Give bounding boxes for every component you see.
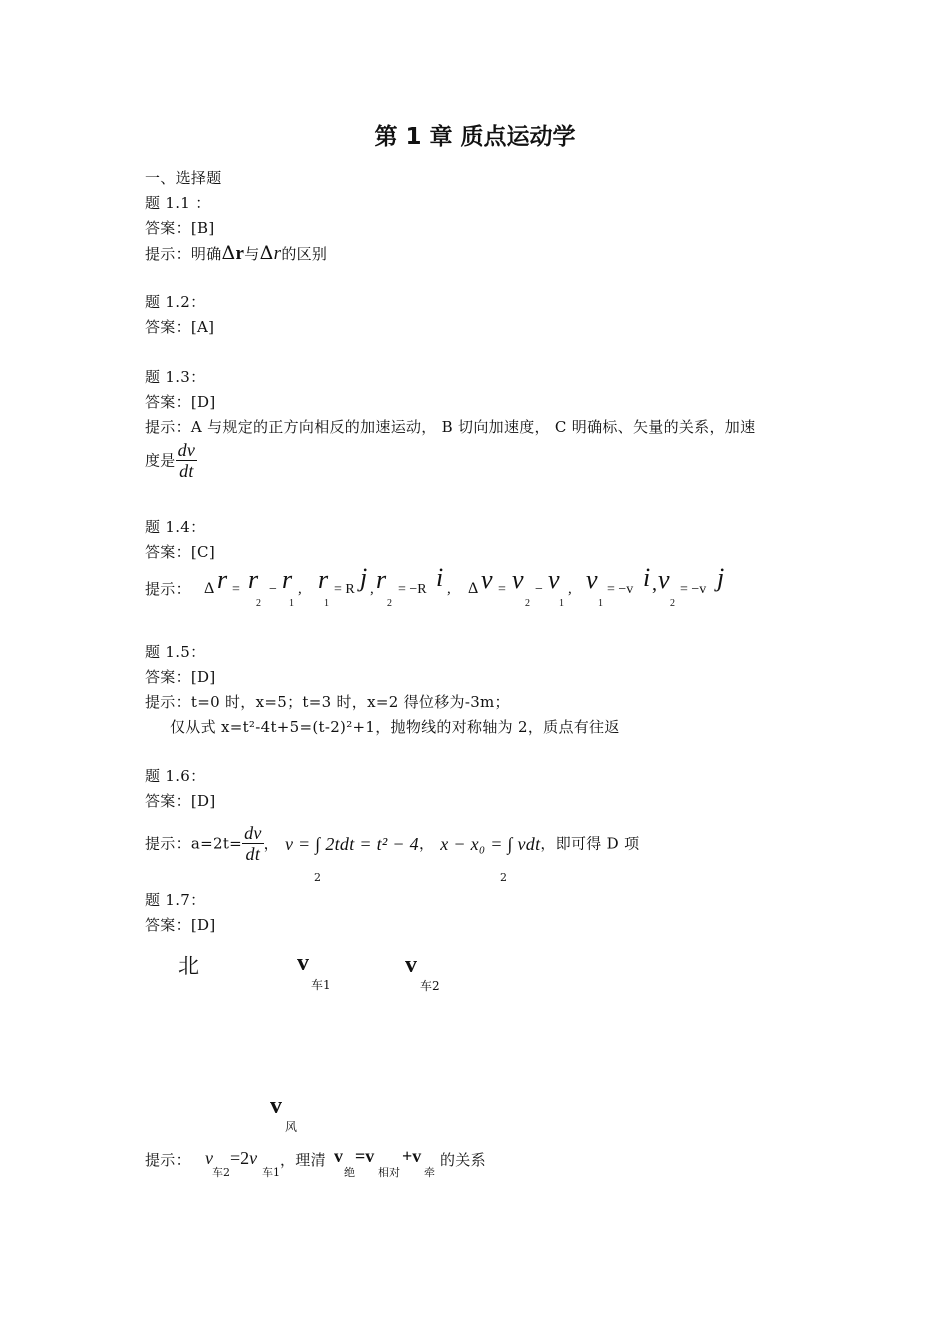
svg-text:2: 2 (525, 598, 530, 609)
dv-dt-fraction: $\frac{dv}{dt}$ (177, 440, 196, 481)
x-integral: x − x₀ = ∫ vdt (440, 833, 541, 854)
svg-text:,: , (298, 581, 302, 597)
q6-label: 题 1.6： (145, 767, 206, 785)
q1-hint-mid: 与 (244, 245, 260, 263)
svg-text:2: 2 (387, 598, 392, 609)
v-relative-sub: 相对 (378, 1166, 400, 1179)
q4-answer: 答案：[C] (145, 543, 215, 561)
q2-answer: 答案：[A] (145, 318, 215, 336)
svg-text:2: 2 (670, 598, 675, 609)
q6-hint-end: ，即可得 D 项 (540, 834, 640, 853)
v-car2-sub: 车2 (212, 1166, 230, 1179)
r-vector: r (235, 243, 245, 264)
q3-hint-text: 度是 (145, 451, 176, 470)
v-car2-vector: v (405, 952, 417, 978)
svg-text:=: = (498, 582, 506, 597)
q5-label: 题 1.5： (145, 643, 206, 661)
svg-text:=: = (232, 582, 240, 597)
q7-hint-label: 提示： (145, 1151, 191, 1169)
svg-text:−: − (269, 582, 277, 597)
svg-text:r: r (282, 565, 293, 594)
svg-text:r: r (248, 565, 259, 594)
svg-text:v: v (586, 565, 598, 594)
q4-hint-formula (200, 560, 740, 612)
svg-text:r: r (318, 565, 329, 594)
svg-text:,: , (652, 573, 657, 595)
q3-answer: 答案：[D] (145, 393, 216, 411)
q1-answer: 答案：[B] (145, 219, 215, 237)
svg-text:2: 2 (256, 598, 261, 609)
page-title: 第 1 章 质点运动学 (374, 124, 576, 150)
svg-text:1: 1 (324, 598, 329, 609)
equals-two: =2v (230, 1148, 258, 1168)
svg-text:Δ: Δ (204, 580, 215, 597)
q5-hint-line1: 提示：t=0 时，x=5；t=3 时，x=2 得位移为-3m； (145, 693, 510, 711)
svg-text:i: i (643, 563, 651, 592)
v-absolute: v (334, 1146, 343, 1166)
v-wind-subscript: 风 (285, 1120, 298, 1134)
q2-label: 题 1.2： (145, 293, 206, 311)
svg-text:i: i (436, 563, 444, 592)
svg-text:,: , (370, 581, 374, 597)
svg-text:v: v (548, 565, 560, 594)
svg-text:v: v (512, 565, 524, 594)
q6-hint: 提示：a=2t= $\frac{dv}{dt}$ ， v = ∫ 2tdt = t² − 4， x − x₀ = ∫ vdt，即可得 D 项 (145, 823, 640, 864)
svg-text:= R: = R (334, 582, 355, 597)
plus-v-convected: +v (402, 1146, 422, 1166)
q1-hint-end: 的区别 (281, 245, 328, 263)
svg-text:−: − (535, 582, 543, 597)
q4-hint-label: 提示： (145, 580, 191, 598)
q6-hint-text: 提示：a=2t= (145, 834, 243, 853)
section-heading: 一、选择题 (145, 169, 222, 187)
q3-hint-line2 (145, 440, 197, 481)
svg-text:1: 1 (598, 598, 603, 609)
delta-symbol-2: Δ (259, 242, 274, 264)
q1-hint (145, 243, 327, 264)
svg-text:j: j (360, 563, 368, 592)
q3-label: 题 1.3： (145, 368, 206, 386)
v-car2-subscript: 车2 (420, 979, 440, 993)
delta-symbol: Δ (221, 242, 236, 264)
r-scalar: r (273, 243, 282, 264)
svg-text:j: j (717, 563, 725, 592)
svg-text:v: v (481, 565, 493, 594)
v-absolute-sub: 绝 (344, 1166, 355, 1179)
q4-label: 题 1.4： (145, 518, 206, 536)
svg-text:v: v (658, 565, 670, 594)
svg-text:= −R: = −R (398, 582, 427, 597)
svg-text:= −v: = −v (680, 582, 707, 597)
north-label: 北 (178, 954, 199, 978)
v-integral: v = ∫ 2tdt = t² − 4 (284, 833, 419, 854)
integral-lower-limit: 2 (314, 871, 321, 884)
svg-text:Δ: Δ (468, 580, 479, 597)
q1-hint-text: 提示：明确 (145, 245, 222, 263)
v-car1-subscript: 车1 (311, 978, 331, 992)
svg-text:,: , (447, 581, 451, 597)
q7-answer: 答案：[D] (145, 916, 216, 934)
q6-answer: 答案：[D] (145, 792, 216, 810)
svg-text:r: r (217, 565, 228, 594)
svg-text:r: r (376, 565, 387, 594)
q7-clarify: ，理清 (280, 1151, 326, 1169)
svg-text:1: 1 (289, 598, 294, 609)
v-car1-vector: v (297, 950, 309, 976)
v-car2-symbol: v (205, 1148, 213, 1168)
q5-answer: 答案：[D] (145, 668, 216, 686)
integral-lower-limit-2: 2 (500, 871, 507, 884)
q5-hint-line2: 仅从式 x=t²-4t+5=(t-2)²+1，抛物线的对称轴为 2，质点有往返 (170, 718, 620, 736)
q1-label: 题 1.1 ： (145, 194, 211, 212)
v-car1-sub: 车1 (262, 1166, 280, 1179)
svg-text:1: 1 (559, 598, 564, 609)
svg-text:,: , (568, 581, 572, 597)
q7-label: 题 1.7： (145, 891, 206, 909)
v-wind-vector: v (270, 1093, 282, 1119)
svg-text:= −v: = −v (607, 582, 634, 597)
equals-v-relative: =v (355, 1146, 375, 1166)
v-convected-sub: 牵 (424, 1166, 435, 1179)
q3-hint-line1: 提示：A 与规定的正方向相反的加速运动， B 切向加速度， C 明确标、矢量的关系，加速 (145, 418, 756, 436)
q6-dv-dt-fraction: $\frac{dv}{dt}$ (244, 823, 262, 864)
q7-hint-end: 的关系 (440, 1151, 486, 1169)
